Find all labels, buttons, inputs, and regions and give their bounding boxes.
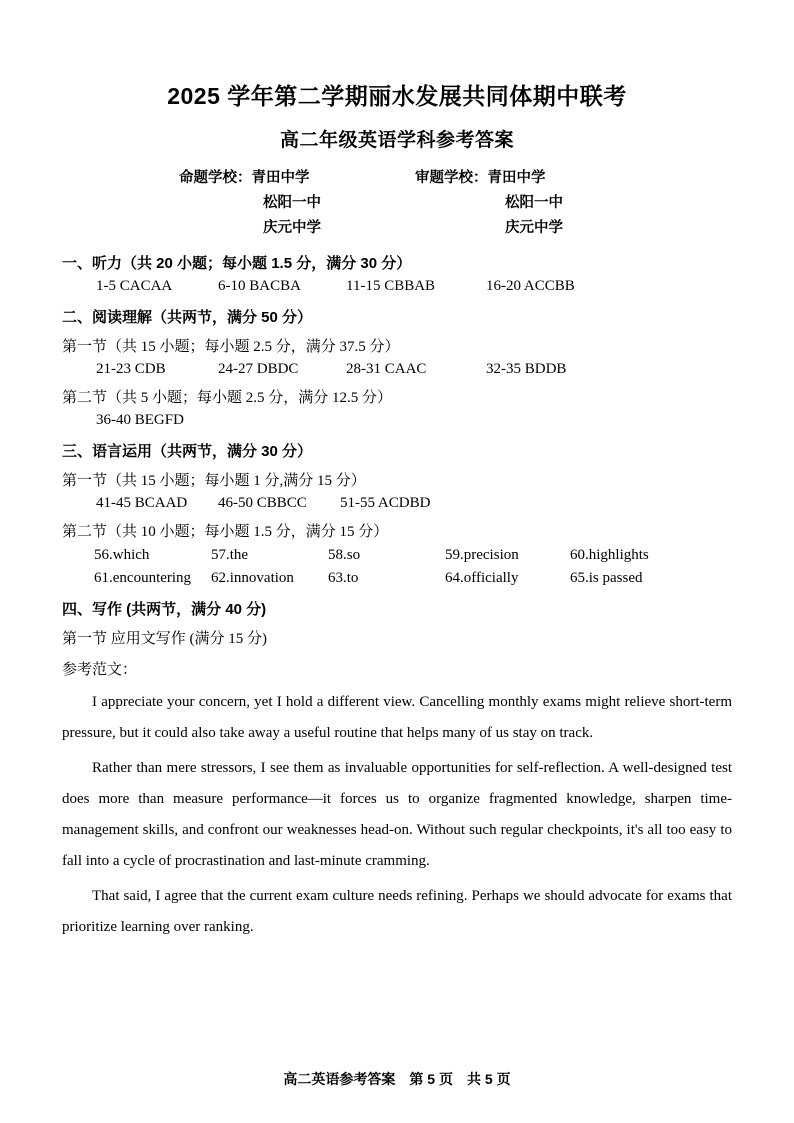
reviewer-school-2: 松阳一中 bbox=[505, 195, 563, 211]
reading-answer-1: 21-23 CDB bbox=[96, 361, 166, 377]
reviewer-school-3: 庆元中学 bbox=[505, 220, 563, 236]
listening-answer-1: 1-5 CACAA bbox=[96, 278, 173, 294]
page-footer bbox=[0, 1069, 794, 1089]
listening-answer-3: 11-15 CBBAB bbox=[346, 278, 436, 294]
reading-part2-answer-1: 36-40 BEGFD bbox=[96, 412, 184, 428]
grammar-fill-row-2 bbox=[62, 570, 732, 587]
section-heading-reading: 二、阅读理解（共两节，满分 50 分） bbox=[62, 309, 313, 326]
section-heading-language-use: 三、语言运用（共两节，满分 30 分） bbox=[62, 443, 313, 460]
fill-62: 62.innovation bbox=[211, 570, 294, 586]
school-row-3 bbox=[62, 216, 732, 241]
sample-essay-label: 参考范文： bbox=[62, 662, 138, 678]
footer-doc-name: 高二英语参考答案 bbox=[283, 1071, 396, 1087]
section-heading-writing: 四、写作 (共两节，满分 40 分) bbox=[62, 601, 267, 618]
fill-59: 59.precision bbox=[445, 547, 519, 563]
writing-part1-heading: 第一节 应用文写作 (满分 15 分) bbox=[62, 631, 267, 647]
language-part1-answers bbox=[62, 495, 732, 512]
reading-part2-answers bbox=[62, 412, 732, 429]
page-subtitle: 高二年级英语学科参考答案 bbox=[279, 130, 514, 151]
reading-answer-4: 32-35 BDDB bbox=[486, 361, 567, 377]
proposer-label-and-name bbox=[167, 166, 397, 191]
proposer-school-3-wrap bbox=[167, 216, 397, 241]
listening-answer-4: 16-20 ACCBB bbox=[486, 278, 575, 294]
proposer-label: 命题学校： bbox=[179, 170, 252, 186]
fill-63: 63.to bbox=[328, 570, 359, 586]
section-heading-listening: 一、听力（共 20 小题；每小题 1.5 分，满分 30 分） bbox=[62, 255, 412, 272]
cloze-answer-3: 51-55 ACDBD bbox=[340, 495, 431, 511]
fill-61: 61.encountering bbox=[94, 570, 192, 586]
reading-answer-3: 28-31 CAAC bbox=[346, 361, 427, 377]
page-title: 2025 学年第二学期丽水发展共同体期中联考 bbox=[167, 83, 627, 109]
school-row-1 bbox=[62, 166, 732, 191]
reviewer-school-3-wrap bbox=[397, 216, 627, 241]
language-part2-heading: 第二节（共 10 小题；每小题 1.5 分，满分 15 分） bbox=[62, 524, 389, 540]
reviewer-school-1: 青田中学 bbox=[487, 170, 546, 186]
proposer-school-2-wrap bbox=[167, 191, 397, 216]
sample-essay-paragraph-2: Rather than mere stressors, I see them as invaluable opportunities for self-reflection. A well-designed test does more than measure performance—it forces us to organize fragmented knowledge, sharpen time-management skills, and confront our weaknesses head-on. Without such regular checkpoints, it's all too easy to fall into a cycle of procrastination and last-minute cramming. bbox=[62, 760, 732, 869]
sample-essay-paragraph-1: I appreciate your concern, yet I hold a different view. Cancelling monthly exams might relieve short-term pressure, but it could also take away a useful routine that helps many of us stay on track. bbox=[62, 694, 732, 741]
proposer-school-1: 青田中学 bbox=[251, 170, 310, 186]
proposer-school-2: 松阳一中 bbox=[263, 195, 321, 211]
fill-56: 56.which bbox=[94, 547, 150, 563]
reviewer-label-and-name bbox=[397, 166, 627, 191]
school-credits bbox=[62, 166, 732, 241]
fill-60: 60.highlights bbox=[570, 547, 649, 563]
reading-part2-heading: 第二节（共 5 小题；每小题 2.5 分，满分 12.5 分） bbox=[62, 390, 393, 406]
reading-answer-2: 24-27 DBDC bbox=[218, 361, 299, 377]
listening-answer-2: 6-10 BACBA bbox=[218, 278, 301, 294]
fill-58: 58.so bbox=[328, 547, 361, 563]
fill-65: 65.is passed bbox=[570, 570, 643, 586]
reading-part1-heading: 第一节（共 15 小题；每小题 2.5 分，满分 37.5 分） bbox=[62, 339, 400, 355]
listening-answers bbox=[62, 278, 732, 295]
fill-57: 57.the bbox=[211, 547, 249, 563]
cloze-answer-1: 41-45 BCAAD bbox=[96, 495, 188, 511]
cloze-answer-2: 46-50 CBBCC bbox=[218, 495, 307, 511]
proposer-school-3: 庆元中学 bbox=[263, 220, 321, 236]
sample-essay-paragraph-3: That said, I agree that the current exam culture needs refining. Perhaps we should advocate for exams that prioritize learning over ranking. bbox=[62, 888, 732, 935]
reading-part1-answers bbox=[62, 361, 732, 378]
grammar-fill-row-1 bbox=[62, 547, 732, 564]
language-part1-heading: 第一节（共 15 小题；每小题 1 分,满分 15 分） bbox=[62, 473, 366, 489]
reviewer-label: 审题学校： bbox=[415, 170, 488, 186]
fill-64: 64.officially bbox=[445, 570, 519, 586]
reviewer-school-2-wrap bbox=[397, 191, 627, 216]
footer-page-total: 共 5 页 bbox=[467, 1071, 511, 1087]
footer-page-current: 第 5 页 bbox=[409, 1071, 453, 1087]
school-row-2 bbox=[62, 191, 732, 216]
